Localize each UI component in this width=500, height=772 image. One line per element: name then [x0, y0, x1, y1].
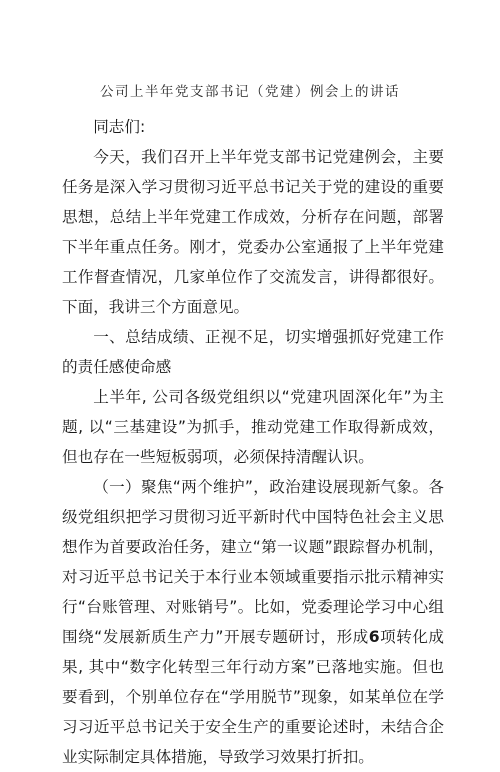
- paragraph-text-after: 项转化成果, 其中“数字化转型三年行动方案”已落地实施。但也要看到，个别单位存在“学用脱节”现象，如某单位在学习习近平总书记关于安全生产的重要论述时，未结合企业实际制定具体措施，导致学习效果打折扣。: [62, 628, 444, 766]
- document-body: [62, 112, 444, 772]
- achievement-count: 6: [368, 628, 380, 646]
- paragraph-overview: 上半年, 公司各级党组织以“党建巩固深化年”为主题, 以“三基建设”为抓手，推动党建工作取得新成效，但也存在一些短板弱项，必须保持清醒认识。: [62, 388, 444, 466]
- greeting: 同志们:: [93, 118, 146, 136]
- paragraph-intro: 今天，我们召开上半年党支部书记党建例会，主要任务是深入学习贯彻习近平总书记关于党的建设的重要思想，总结上半年党建工作成效，分析存在问题，部署下半年重点任务。刚才，党委办公室通报了上半年党建工作督查情况，几家单位作了交流发言，讲得都很好。下面，我讲三个方面意见。: [62, 148, 444, 316]
- paragraph-political-building: [62, 472, 444, 772]
- document-title: 公司上半年党支部书记（党建）例会上的讲话: [100, 84, 400, 100]
- paragraph-text-before: （一）聚焦“两个维护”，政治建设展现新气象。各级党组织把学习贯彻习近平新时代中国特色社会主义思想作为首要政治任务，建立“第一议题”跟踪督办机制，对习近平总书记关于本行业本领域重要指示批示精神实行“台账管理、对账销号”。比如，党委理论学习中心组围绕“发展新质生产力”开展专题研讨，形成: [62, 478, 444, 646]
- section-heading-1: 一、总结成绩、正视不足，切实增强抓好党建工作的责任感使命感: [62, 328, 444, 376]
